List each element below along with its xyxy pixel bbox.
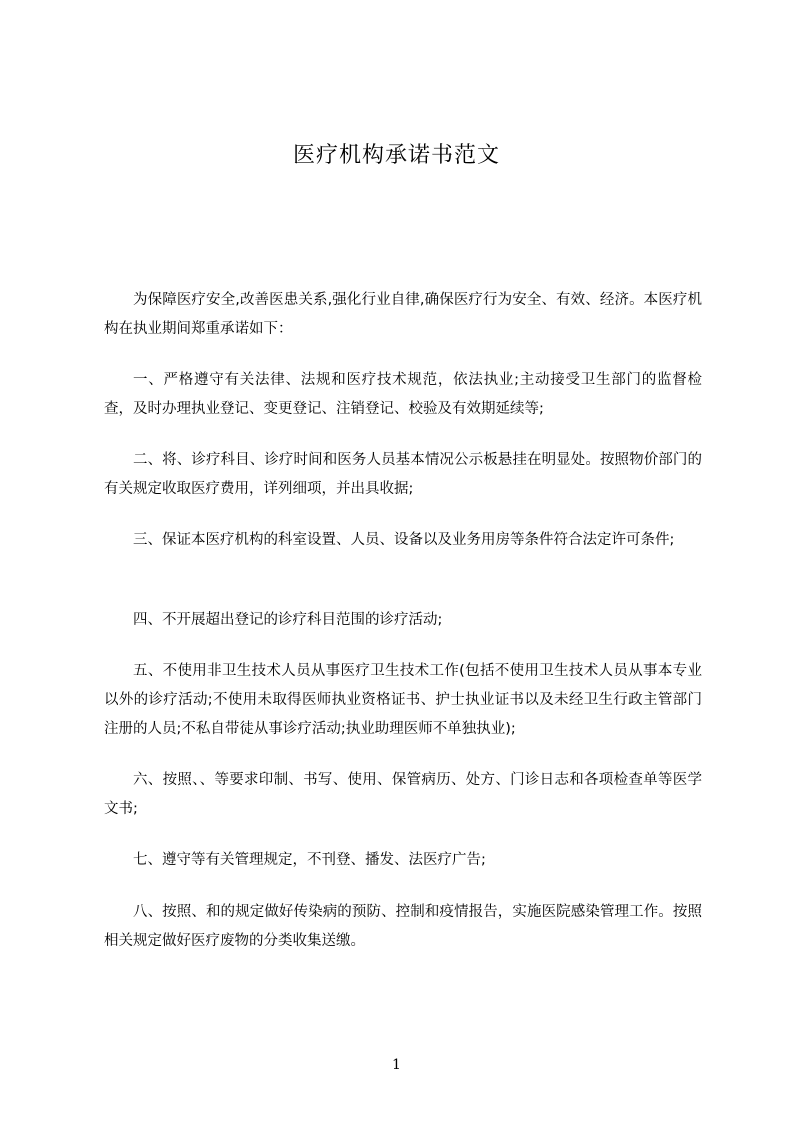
clause-5-paragraph: 五、不使用非卫生技术人员从事医疗卫生技术工作(包括不使用卫生技术人员从事本专业以外的诊疗活动;不使用未取得医师执业资格证书、护士执业证书以及未经卫生行政主管部门注册的人员;不私自带徒从事诊疗活动;执业助理医师不单独执业); bbox=[104, 663, 702, 737]
clause-6-paragraph: 六、按照、、等要求印制、书写、使用、保管病历、处方、门诊日志和各项检查单等医学文书; bbox=[104, 772, 702, 817]
clause-3-paragraph: 三、保证本医疗机构的科室设置、人员、设备以及业务用房等条件符合法定许可条件; bbox=[133, 532, 675, 548]
page-number: 1 bbox=[392, 1057, 401, 1073]
document-title: 医疗机构承诺书范文 bbox=[292, 143, 500, 168]
intro-paragraph: 为保障医疗安全,改善医患关系,强化行业自律,确保医疗行为安全、有效、经济。本医疗机构在执业期间郑重承诺如下： bbox=[104, 292, 702, 337]
clause-8-paragraph: 八、按照、和的规定做好传染病的预防、控制和疫情报告，实施医院感染管理工作。按照相关规定做好医疗废物的分类收集送缴。 bbox=[104, 904, 702, 949]
clause-4-paragraph: 四、不开展超出登记的诊疗科目范围的诊疗活动; bbox=[133, 612, 443, 628]
clause-2-paragraph: 二、将、诊疗科目、诊疗时间和医务人员基本情况公示板悬挂在明显处。按照物价部门的有关规定收取医疗费用，详列细项，并出具收据; bbox=[104, 452, 702, 497]
clause-1-paragraph: 一、严格遵守有关法律、法规和医疗技术规范，依法执业;主动接受卫生部门的监督检查，及时办理执业登记、变更登记、注销登记、校验及有效期延续等; bbox=[104, 372, 702, 417]
clause-7-paragraph: 七、遵守等有关管理规定，不刊登、播发、法医疗广告; bbox=[133, 852, 486, 868]
